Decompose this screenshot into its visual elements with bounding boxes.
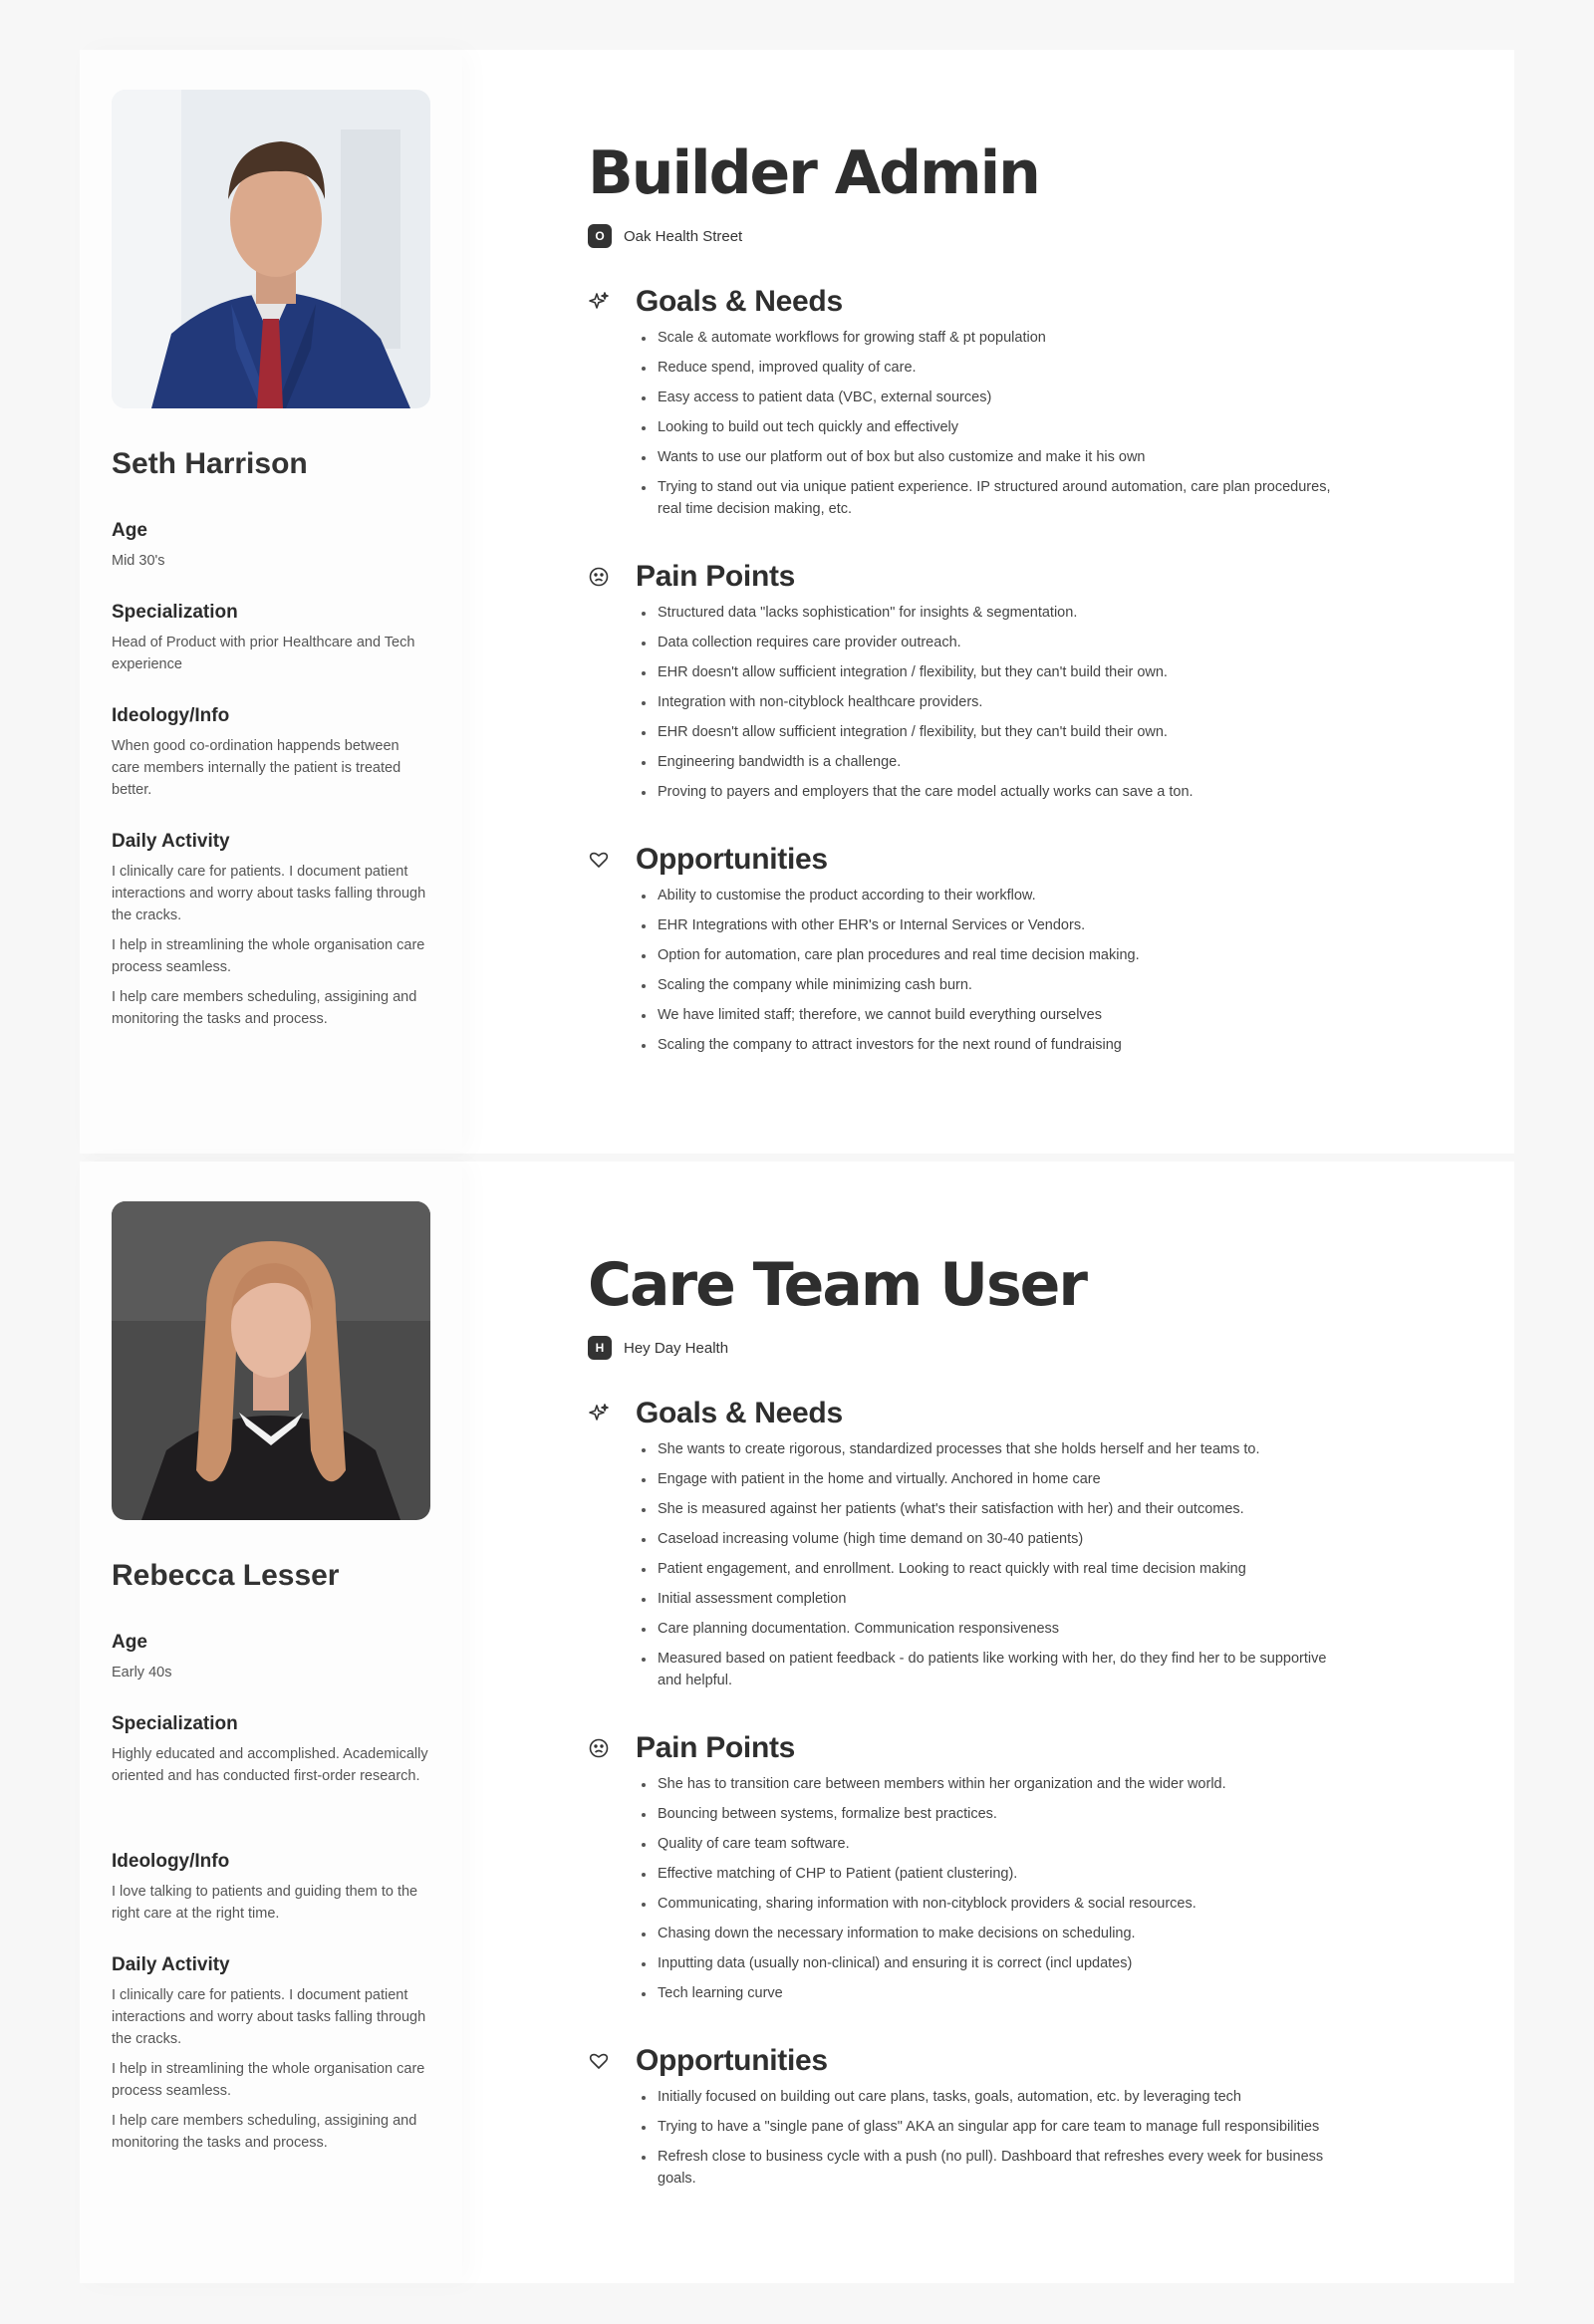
org-badge: O xyxy=(588,224,612,248)
bullet-list xyxy=(642,2086,1349,2190)
ideology-value: I love talking to patients and guiding them to the right care at the right time. xyxy=(112,1884,418,1922)
org-name: Oak Health Street xyxy=(624,227,743,245)
list-item: She has to transition care between members within her organization and the wider world. xyxy=(642,1773,1349,1795)
section-title: Opportunities xyxy=(636,843,828,876)
bullet-list xyxy=(642,1773,1349,2004)
ideology-value: When good co-ordination happends between care members internally the patient is treated better. xyxy=(112,738,401,798)
daily-activity-item: I help in streamlining the whole organisation care process seamless. xyxy=(112,2061,425,2099)
list-item: Scale & automate workflows for growing staff & pt population xyxy=(642,327,1349,349)
persona-main xyxy=(462,50,1514,1154)
ideology-label: Ideology/Info xyxy=(112,705,230,726)
daily-activity-item: I help care members scheduling, assigining and monitoring the tasks and process. xyxy=(112,2113,417,2151)
list-item: Bouncing between systems, formalize best practices. xyxy=(642,1803,1349,1825)
age-block xyxy=(112,1630,430,1683)
sparkle-icon xyxy=(588,291,610,313)
heart-icon xyxy=(588,2050,610,2072)
persona-sidebar xyxy=(80,1162,462,2283)
list-item: Tech learning curve xyxy=(642,1982,1349,2004)
list-item: Effective matching of CHP to Patient (patient clustering). xyxy=(642,1863,1349,1885)
org-badge: H xyxy=(588,1336,612,1360)
ideology-label: Ideology/Info xyxy=(112,1851,230,1872)
persona-name: Rebecca Lesser xyxy=(112,1559,340,1592)
section-title: Goals & Needs xyxy=(636,285,843,318)
bullet-list xyxy=(642,885,1349,1056)
daily-activity-item: I help care members scheduling, assigining and monitoring the tasks and process. xyxy=(112,989,417,1027)
persona-photo xyxy=(112,1201,430,1520)
opportunities-section xyxy=(588,2044,1514,2190)
list-item: Structured data "lacks sophistication" for insights & segmentation. xyxy=(642,602,1349,624)
section-header xyxy=(588,1397,1514,1430)
specialization-label: Specialization xyxy=(112,1713,238,1734)
section-title: Pain Points xyxy=(636,560,796,593)
daily-activity-label: Daily Activity xyxy=(112,1954,230,1975)
list-item: Option for automation, care plan procedures and real time decision making. xyxy=(642,944,1349,966)
age-block xyxy=(112,518,430,572)
sparkle-icon xyxy=(588,1403,610,1424)
list-item: Integration with non-cityblock healthcare providers. xyxy=(642,691,1349,713)
role-title: Builder Admin xyxy=(588,138,1039,208)
specialization-block xyxy=(112,600,430,675)
pain-points-section xyxy=(588,1731,1514,2004)
bullet-list xyxy=(642,327,1349,520)
organization xyxy=(588,1335,1514,1361)
list-item: Data collection requires care provider outreach. xyxy=(642,632,1349,653)
daily-activity-label: Daily Activity xyxy=(112,831,230,852)
list-item: Quality of care team software. xyxy=(642,1833,1349,1855)
list-item: EHR Integrations with other EHR's or Internal Services or Vendors. xyxy=(642,914,1349,936)
goals-section xyxy=(588,285,1514,520)
daily-activity-item: I help in streamlining the whole organisation care process seamless. xyxy=(112,937,425,975)
list-item: We have limited staff; therefore, we cannot build everything ourselves xyxy=(642,1004,1349,1026)
list-item: EHR doesn't allow sufficient integration / flexibility, but they can't build their own. xyxy=(642,661,1349,683)
list-item: Initial assessment completion xyxy=(642,1588,1349,1610)
ideology-block xyxy=(112,703,430,801)
list-item: Wants to use our platform out of box but also customize and make it his own xyxy=(642,446,1349,468)
org-name: Hey Day Health xyxy=(624,1339,729,1357)
persona-card xyxy=(80,50,1514,1154)
bullet-list xyxy=(642,602,1349,803)
specialization-label: Specialization xyxy=(112,602,238,623)
list-item: Trying to stand out via unique patient experience. IP structured around automation, care plan procedures, real time decision making, etc. xyxy=(642,476,1349,520)
list-item: Patient engagement, and enrollment. Looking to react quickly with real time decision making xyxy=(642,1558,1349,1580)
list-item: Engineering bandwidth is a challenge. xyxy=(642,751,1349,773)
list-item: She is measured against her patients (what's their satisfaction with her) and their outcomes. xyxy=(642,1498,1349,1520)
heart-icon xyxy=(588,849,610,871)
list-item: EHR doesn't allow sufficient integration / flexibility, but they can't build their own. xyxy=(642,721,1349,743)
persona-photo xyxy=(112,90,430,408)
role-title: Care Team User xyxy=(588,1250,1086,1320)
list-item: Proving to payers and employers that the care model actually works can save a ton. xyxy=(642,781,1349,803)
list-item: Trying to have a "single pane of glass" AKA an singular app for care team to manage full responsibilities xyxy=(642,2116,1349,2138)
specialization-value: Highly educated and accomplished. Academically oriented and has conducted first-order research. xyxy=(112,1746,428,1784)
list-item: Measured based on patient feedback - do patients like working with her, do they find her to be supportive and helpful. xyxy=(642,1648,1349,1691)
section-title: Goals & Needs xyxy=(636,1397,843,1429)
persona-sidebar xyxy=(80,50,462,1154)
section-header xyxy=(588,560,1514,594)
daily-activity-item: I clinically care for patients. I document patient interactions and worry about tasks falling through the cracks. xyxy=(112,1987,426,2047)
opportunities-section xyxy=(588,843,1514,1056)
list-item: Reduce spend, improved quality of care. xyxy=(642,357,1349,379)
bullet-list xyxy=(642,1438,1349,1691)
ideology-block xyxy=(112,1849,430,1925)
section-header xyxy=(588,285,1514,319)
daily-activity-item: I clinically care for patients. I document patient interactions and worry about tasks falling through the cracks. xyxy=(112,864,426,923)
list-item: Initially focused on building out care plans, tasks, goals, automation, etc. by leveraging tech xyxy=(642,2086,1349,2108)
list-item: Ability to customise the product according to their workflow. xyxy=(642,885,1349,906)
list-item: Inputting data (usually non-clinical) and ensuring it is correct (incl updates) xyxy=(642,1952,1349,1974)
list-item: Scaling the company while minimizing cash burn. xyxy=(642,974,1349,996)
list-item: Refresh close to business cycle with a push (no pull). Dashboard that refreshes every week for business goals. xyxy=(642,2146,1349,2190)
list-item: Caseload increasing volume (high time demand on 30-40 patients) xyxy=(642,1528,1349,1550)
daily-activity-block xyxy=(112,829,430,1030)
list-item: Chasing down the necessary information to make decisions on scheduling. xyxy=(642,1923,1349,1944)
pain-points-section xyxy=(588,560,1514,803)
section-header xyxy=(588,843,1514,877)
age-value: Mid 30's xyxy=(112,553,165,569)
list-item: Scaling the company to attract investors for the next round of fundraising xyxy=(642,1034,1349,1056)
age-label: Age xyxy=(112,520,147,541)
section-title: Opportunities xyxy=(636,2044,828,2077)
list-item: She wants to create rigorous, standardized processes that she holds herself and her teams to. xyxy=(642,1438,1349,1460)
list-item: Communicating, sharing information with non-cityblock providers & social resources. xyxy=(642,1893,1349,1915)
specialization-block xyxy=(112,1711,430,1787)
persona-main xyxy=(462,1162,1514,2283)
age-label: Age xyxy=(112,1632,147,1653)
age-value: Early 40s xyxy=(112,1665,172,1680)
specialization-value: Head of Product with prior Healthcare and Tech experience xyxy=(112,635,415,672)
list-item: Care planning documentation. Communication responsiveness xyxy=(642,1618,1349,1640)
daily-activity-block xyxy=(112,1952,430,2154)
section-header xyxy=(588,1731,1514,1765)
section-header xyxy=(588,2044,1514,2078)
persona-card xyxy=(80,1162,1514,2283)
persona-name: Seth Harrison xyxy=(112,447,308,480)
list-item: Looking to build out tech quickly and effectively xyxy=(642,416,1349,438)
goals-section xyxy=(588,1397,1514,1691)
list-item: Engage with patient in the home and virtually. Anchored in home care xyxy=(642,1468,1349,1490)
sad-face-icon xyxy=(588,1737,610,1759)
sad-face-icon xyxy=(588,566,610,588)
section-title: Pain Points xyxy=(636,1731,796,1764)
organization xyxy=(588,223,1514,249)
list-item: Easy access to patient data (VBC, external sources) xyxy=(642,387,1349,408)
